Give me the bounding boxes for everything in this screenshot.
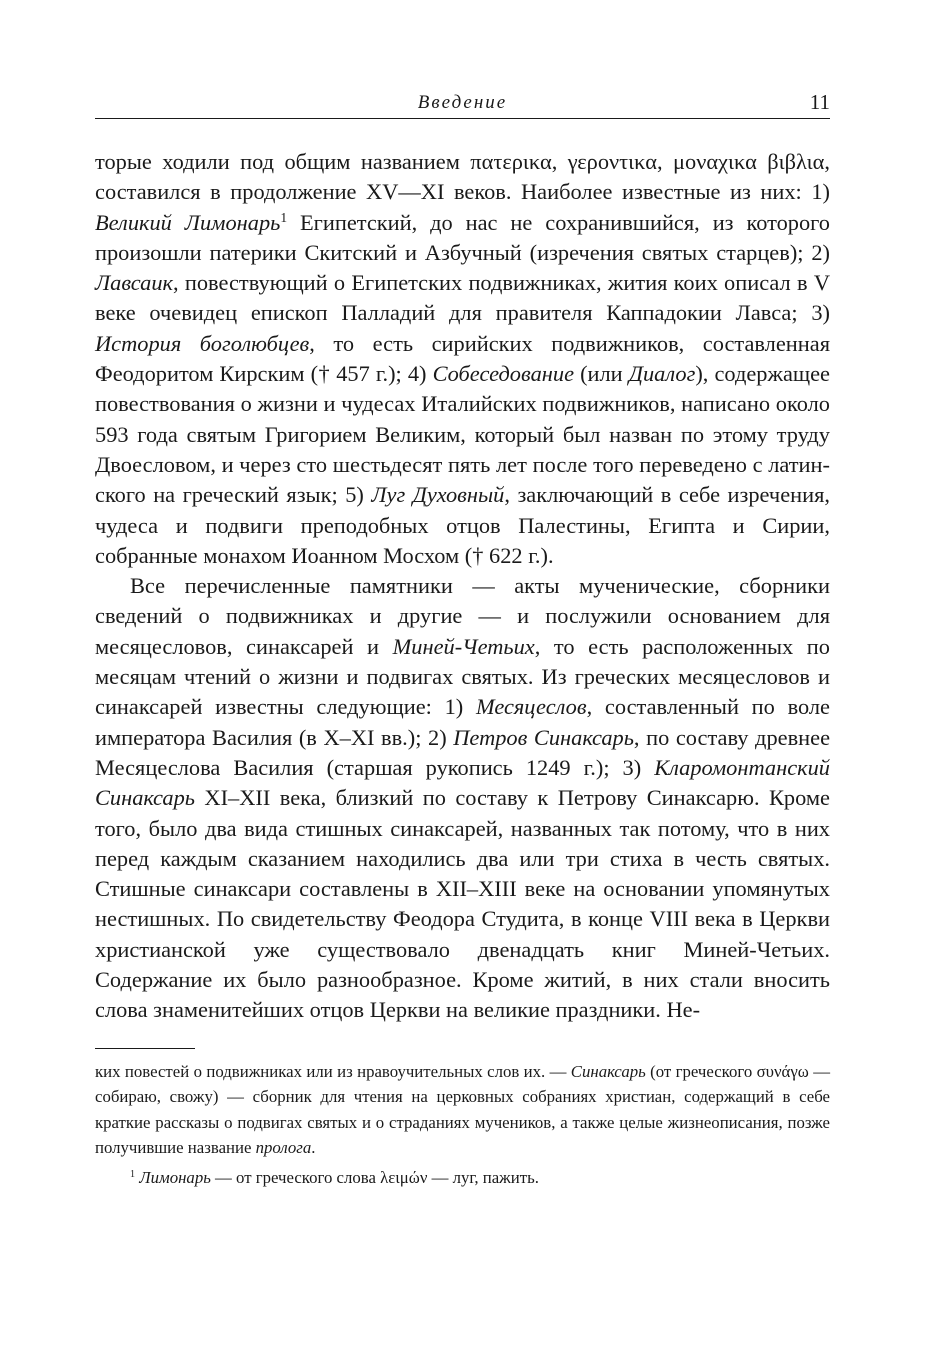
text-run: , повествующий о Египетских подвижниках, жития коих описал в V веке очевидец епископ Палладий для правителя Каппадокии Лавса; 3) [95,270,830,326]
text-run: , по составу древнее Месяцеслова Василия (старшая рукопись 1249 г.); 3) [95,724,831,780]
italic-term: Лимонарь [139,1167,211,1187]
italic-term: пролога [255,1138,312,1158]
italic-title: Месяцеслов [475,694,587,720]
italic-title: Великий Лимонарь [95,209,281,235]
italic-title: Кларомонтанский Синаксарь [95,754,830,811]
footnote-1 [95,1165,830,1191]
running-title: Введение [417,92,508,113]
page-number: 11 [809,90,830,114]
paragraph-1 [95,147,830,571]
text-run: , то есть расположенных по месяцам чтений о жизни и подвигах святых. Из греческих месяцесловов и синаксарей известны следующие: 1) [95,633,830,720]
text-run: ), содержащее повествования о жизни и чудесах Италийских подвижников, написано около 593 года святым Григорием Великим, который был назван по этому труду Двоесловом, и через сто шестьдесят пять лет после того переведено с латинского на греческий язык; 5) [95,361,830,508]
italic-term: Синаксарь [570,1061,646,1081]
main-text [95,147,830,1026]
text-run: (от греческого συνάγω — собираю, свожу) — сборник для чтения на церковных собраниях христиан, содержащий в себе краткие рассказы о подвигах святых и о страданиях мучеников, а также целые жизнеописания, позже получившие название [95,1061,830,1158]
text-run: Все перечисленные памятники — акты мученические, сборники сведений о подвижниках и другие — и послужили основанием для месяцесловов, синаксарей и [95,573,830,659]
text-run: (или [574,361,629,387]
text-run: Египетский, до нас не сохранившийся, из которого произошли патерики Скитский и Азбучный (изречения святых старцев); 2) [95,209,830,265]
footnotes [95,1059,830,1191]
text-run: , заключающий в себе изречения, чудеса и подвиги преподобных отцов Палестины, Египта и Сирии, собранные монахом Иоанном Мосхом († 622 г.). [95,482,830,568]
italic-title: Миней-Четьих [392,633,535,659]
italic-title: Луг Духовный [371,482,505,508]
text-run: . [311,1138,316,1158]
italic-title: Собеседование [432,361,575,387]
text-run: торые ходили под общим названием πατερικα, γεροντικα, μοναχικα βιβλια, составился в продолжение XV—XI веков. Наиболее известные из них: 1) [95,149,830,205]
text-run: , составленный по воле императора Василия (в X–XI вв.); 2) [95,694,830,750]
footnote-marker: 1 [130,1168,136,1180]
italic-title: Петров Синаксарь [453,724,634,750]
footnote-continuation [95,1059,830,1161]
italic-title: Лавсаик [95,270,174,296]
book-page [95,90,830,1190]
footnote-ref-1: 1 [280,209,288,225]
text-run: ких повестей о подвижниках или из нравоучительных слов их. — [95,1061,571,1081]
italic-title: Диалог [628,361,696,387]
italic-title: История боголюбцев [95,330,310,356]
paragraph-2 [95,571,830,1025]
footnote-separator [95,1048,195,1049]
text-run: XI–XII века, близкий по составу к Петрову Синаксарю. Кроме того, было два вида стишных синаксарей, названных так потому, что в них перед каждым сказанием находились два или три стиха в честь святых. Стишные синаксари составлены в XII–XIII веке на основании упомянутых нестишных. По свидетельству Феодора Студита, в конце VIII века в Церкви христианской уже существовало двенадцать книг Миней-Четьих. Содержание их было разнообразное. Кроме житий, в них стали вносить слова знаменитейших отцов Церкви на великие праздники. Не- [95,785,830,1023]
text-run: — от греческого слова λειμών — луг, пажить. [210,1167,539,1187]
running-header [95,90,830,119]
text-run: , то есть сирийских подвижников, составленная Феодоритом Кирским († 457 г.); 4) [95,330,830,387]
